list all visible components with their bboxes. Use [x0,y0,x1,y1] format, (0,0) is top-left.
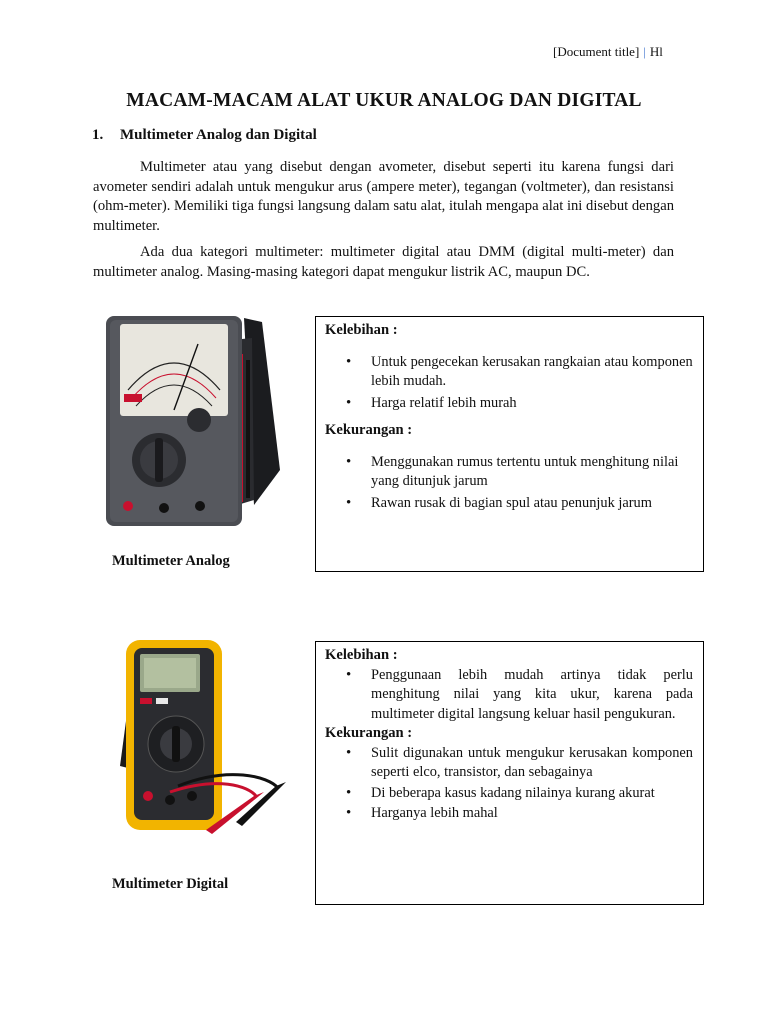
analog-kelebihan-list [325,353,693,414]
document-title: [Document title] [553,44,640,59]
paragraph-2: Ada dua kategori multimeter: multimeter digital atau DMM (digital multi-meter) dan multimeter analog. Masing-masing kategori dapat mengukur listrik AC, maupun DC. [93,244,674,280]
analog-kelebihan-label: Kelebihan : [325,322,398,338]
page-header [553,44,753,60]
page-title: MACAM-MACAM ALAT UKUR ANALOG DAN DIGITAL [126,90,642,111]
digital-kelebihan-list [325,666,693,725]
list-item: • Harga relatif lebih murah [371,394,693,414]
analog-kekurangan-label: Kekurangan : [325,422,413,438]
section-title: Multimeter Analog dan Digital [120,127,317,143]
digital-kelebihan-label: Kelebihan : [325,647,398,663]
list-item: • Menggunakan rumus tertentu untuk menghitung nilai yang ditunjuk jarum [371,453,693,492]
digital-kekurangan-list [325,744,693,824]
digital-caption: Multimeter Digital [112,876,229,892]
analog-kekurangan-list [325,453,693,514]
digital-multimeter-image [118,636,290,836]
list-item: • Harganya lebih mahal [371,804,693,824]
section-number: 1. [92,127,104,143]
paragraph-1: Multimeter atau yang disebut dengan avometer, disebut seperti itu karena fungsi dari avometer sendiri adalah untuk mengukur arus (ampere meter), tegangan (voltmeter), dan resistansi (ohm-meter). Memiliki tiga fungsi langsung dalam satu alat, itulah mengapa alat ini disebut dengan multimeter. [93,159,674,234]
digital-info-box [315,641,704,905]
list-item: • Rawan rusak di bagian spul atau penunjuk jarum [371,494,693,514]
analog-info-box [315,316,704,572]
list-item: • Penggunaan lebih mudah artinya tidak perlu menghitung nilai yang kita ukur, karena pada multimeter digital langsung keluar hasil pengukuran. [371,666,693,725]
list-item: • Untuk pengecekan kerusakan rangkaian atau komponen lebih mudah. [371,353,693,392]
list-item: • Sulit digunakan untuk mengukur kerusakan komponen seperti elco, transistor, dan sebagainya [371,744,693,783]
header-right-text: Hl [649,44,663,59]
header-separator: | [643,44,646,59]
digital-kekurangan-label: Kekurangan : [325,725,413,741]
analog-multimeter-image [104,310,286,535]
section-heading [92,127,317,144]
list-item: • Di beberapa kasus kadang nilainya kurang akurat [371,784,693,804]
analog-caption: Multimeter Analog [112,553,230,569]
